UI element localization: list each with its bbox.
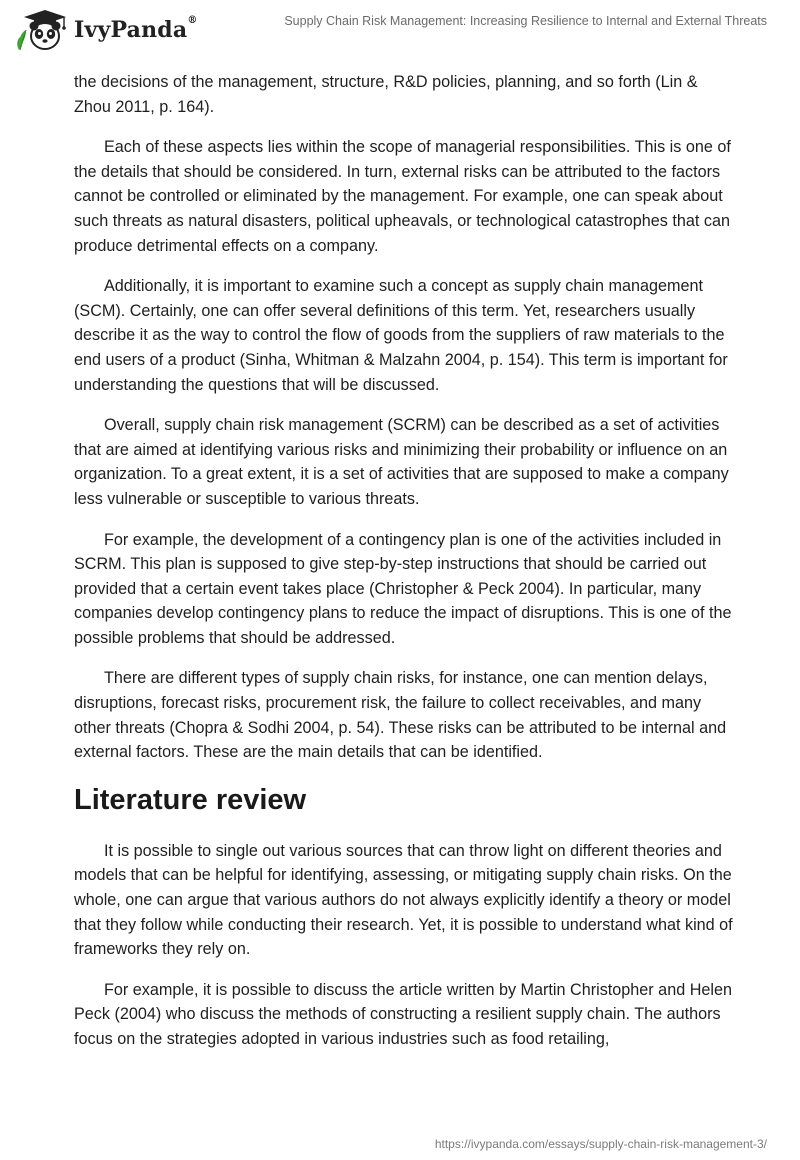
brand-name (74, 17, 198, 43)
page-header (0, 0, 800, 60)
registered-mark: ® (187, 15, 198, 26)
brand-text: IvyPanda (74, 17, 188, 43)
paragraph: Each of these aspects lies within the scope of managerial responsibilities. This is one of the details that should be considered. In turn, external risks can be attributed to the factors cannot be controlled or eliminated by the management. For example, one can speak about such threats as natural disasters, political upheavals, or technological catastrophes that can produce detrimental effects on a company. (74, 138, 731, 255)
paragraph: It is possible to single out various sources that can throw light on different theories and models that can be helpful for identifying, assessing, or mitigating supply chain risks. On the whole, one can argue that various authors do not always explicitly identify a theory or model that they follow while conducting their research. Yet, it is possible to understand what kind of frameworks they rely on. (74, 841, 733, 959)
paragraph: Additionally, it is important to examine such a concept as supply chain management (SCM). Certainly, one can offer several definitions of this term. Yet, researchers usually describe it as the way to control the flow of goods from the suppliers of raw materials to the end users of a product (Sinha, Whitman & Malzahn 2004, p. 154). This term is important for understanding the questions that will be discussed. (74, 277, 728, 394)
panda-graduate-icon (14, 8, 72, 52)
paragraph: For example, it is possible to discuss the article written by Martin Christopher and Helen Peck (2004) who discuss the methods of constructing a resilient supply chain. The authors focus on the strategies adopted in various industries such as food retailing, (74, 980, 732, 1048)
paragraph: For example, the development of a contingency plan is one of the activities included in SCRM. This plan is supposed to give step-by-step instructions that should be carried out provided that a certain event takes place (Christopher & Peck 2004). In particular, many companies develop contingency plans to reduce the impact of disruptions. This is one of the possible problems that should be addressed. (74, 530, 732, 647)
source-url[interactable]: https://ivypanda.com/essays/supply-chain-risk-management-3/ (434, 1137, 767, 1151)
paragraph: There are different types of supply chain risks, for instance, one can mention delays, disruptions, forecast risks, procurement risk, the failure to collect receivables, and many other threats (Chopra & Sodhi 2004, p. 54). These risks can be attributed to be internal and external factors. These are the main details that can be identified. (74, 669, 727, 762)
section-heading-literature-review: Literature review (74, 783, 307, 816)
essay-content (74, 70, 734, 1068)
paragraph-continuation: the decisions of the management, structure, R&D policies, planning, and so forth (Lin & Zhou 2011, p. 164). (74, 73, 698, 116)
paragraph: Overall, supply chain risk management (SCRM) can be described as a set of activities that are aimed at identifying various risks and minimizing their probability or influence on an organization. To a great extent, it is a set of activities that are supposed to make a company less vulnerable or susceptible to various threats. (74, 416, 729, 508)
running-title: Supply Chain Risk Management: Increasing Resilience to Internal and External Threats (284, 14, 767, 28)
ivypanda-logo[interactable] (14, 8, 198, 52)
